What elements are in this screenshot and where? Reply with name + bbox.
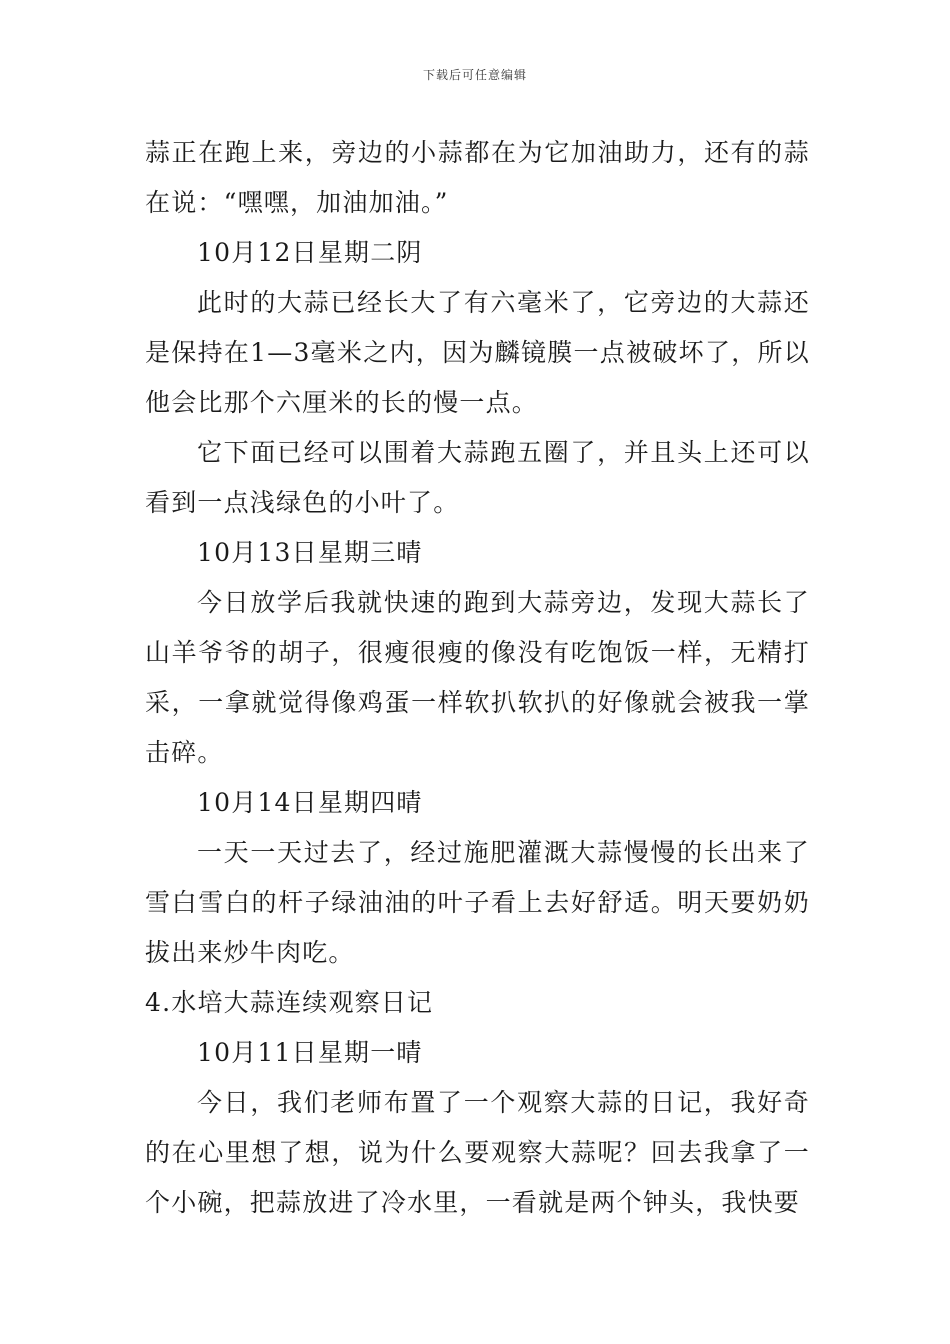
- document-body: [145, 128, 810, 1228]
- paragraph-continuation: 蒜正在跑上来，旁边的小蒜都在为它加油助力，还有的蒜在说：“嘿嘿，加油加油。”: [145, 138, 810, 217]
- paragraph-oct-11: 今日，我们老师布置了一个观察大蒜的日记，我好奇的在心里想了想，说为什么要观察大蒜呢？回去我拿了一个小碗，把蒜放进了冷水里，一看就是两个钟头，我快要: [145, 1088, 810, 1217]
- section-heading: 4.水培大蒜连续观察日记: [145, 988, 434, 1017]
- diary-date-oct-14: 10月14日星期四晴: [197, 788, 423, 817]
- paragraph-oct-14: 一天一天过去了，经过施肥灌溉大蒜慢慢的长出来了雪白雪白的杆子绿油油的叶子看上去好舒适。明天要奶奶拔出来炒牛肉吃。: [145, 838, 810, 967]
- diary-date-oct-13: 10月13日星期三晴: [197, 538, 423, 567]
- page-header-note: 下载后可任意编辑: [422, 68, 527, 82]
- paragraph-oct-12-growth: 此时的大蒜已经长大了有六毫米了，它旁边的大蒜还是保持在1—3毫米之内，因为麟镜膜一点被破坏了，所以他会比那个六厘米的长的慢一点。: [145, 288, 810, 417]
- diary-date-oct-12: 10月12日星期二阴: [197, 238, 423, 267]
- paragraph-oct-12-leaves: 它下面已经可以围着大蒜跑五圈了，并且头上还可以看到一点浅绿色的小叶了。: [145, 438, 810, 517]
- diary-date-oct-11: 10月11日星期一晴: [197, 1038, 423, 1067]
- paragraph-oct-13: 今日放学后我就快速的跑到大蒜旁边，发现大蒜长了山羊爷爷的胡子，很瘦很瘦的像没有吃饱饭一样，无精打采，一拿就觉得像鸡蛋一样软扒软扒的好像就会被我一掌击碎。: [145, 588, 810, 767]
